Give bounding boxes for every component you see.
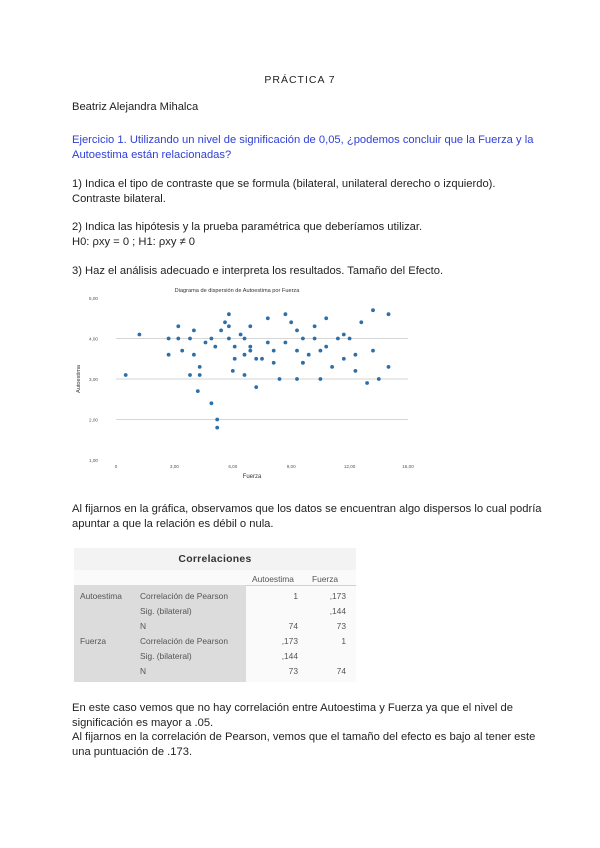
data-point: [243, 353, 247, 357]
data-point: [210, 401, 214, 405]
data-point: [295, 377, 299, 381]
x-tick-label: 12,00: [343, 464, 356, 469]
stat-label: Correlación de Pearson: [140, 636, 228, 646]
stat-label: N: [140, 666, 147, 676]
data-point: [295, 349, 299, 353]
data-point: [336, 337, 340, 341]
table-title: Correlaciones: [74, 548, 356, 570]
data-point: [198, 365, 202, 369]
data-point: [219, 329, 223, 333]
exercise-statement: Ejercicio 1. Utilizando un nivel de significación de 0,05, ¿podemos concluir que la Fuerza y la Autoestima están relacionadas?: [72, 134, 534, 161]
answer-1: Contraste bilateral.: [72, 192, 166, 205]
y-tick-labels: [89, 296, 98, 463]
data-point: [213, 345, 217, 349]
question-3-block: [72, 264, 542, 279]
data-point: [188, 337, 192, 341]
col-header-autoestima: Autoestima: [252, 574, 294, 584]
data-point: [192, 353, 196, 357]
data-point: [188, 373, 192, 377]
question-2: 2) Indica las hipótesis y la prueba paramétrica que deberíamos utilizar.: [72, 221, 423, 233]
data-point: [284, 341, 288, 345]
data-point: [377, 377, 381, 381]
value-cell: ,144: [329, 606, 346, 616]
data-point: [233, 345, 237, 349]
data-point: [371, 349, 375, 353]
data-point: [227, 337, 231, 341]
data-point: [301, 337, 305, 341]
data-point: [227, 324, 231, 328]
author-name: Beatriz Alejandra Mihalca: [72, 101, 199, 113]
data-point: [204, 341, 208, 345]
data-point: [266, 341, 270, 345]
data-point: [243, 337, 247, 341]
stat-label: Sig. (bilateral): [140, 606, 192, 616]
data-point: [210, 337, 214, 341]
data-point: [243, 373, 247, 377]
data-point: [319, 377, 323, 381]
data-point: [248, 345, 252, 349]
data-point: [295, 329, 299, 333]
value-cell: ,173: [329, 591, 346, 601]
x-axis-label: Fuerza: [242, 474, 262, 480]
data-point: [198, 373, 202, 377]
data-point: [180, 349, 184, 353]
data-point: [192, 329, 196, 333]
value-cell: 1: [293, 591, 298, 601]
table-divider: [246, 585, 356, 586]
x-tick-labels: [115, 464, 414, 469]
col-header-fuerza: Fuerza: [312, 574, 339, 584]
data-point: [272, 361, 276, 365]
chart-title: Diagrama de dispersión de Autoestima por Fuerza: [174, 288, 300, 294]
data-point: [167, 337, 171, 341]
data-point: [354, 353, 358, 357]
data-point: [324, 345, 328, 349]
data-point: [223, 320, 227, 324]
conclusion-block: [72, 701, 542, 759]
data-point: [124, 373, 128, 377]
data-point: [176, 324, 180, 328]
data-point: [260, 357, 264, 361]
data-point: [284, 312, 288, 316]
value-cell: 73: [336, 621, 346, 631]
data-point: [313, 324, 317, 328]
x-tick-label: 9,00: [286, 464, 296, 469]
x-tick-label: 15,00: [402, 464, 414, 469]
x-tick-label: 6,00: [228, 464, 238, 469]
row-var-fuerza: Fuerza: [80, 636, 107, 646]
data-point: [330, 365, 334, 369]
x-tick-label: 3,00: [169, 464, 179, 469]
answer-2: H0: ρxy = 0 ; H1: ρxy ≠ 0: [72, 235, 196, 248]
data-point: [371, 308, 375, 312]
y-tick-label: 3,00: [89, 377, 98, 382]
value-cell: ,173: [281, 636, 298, 646]
value-cell: 73: [288, 666, 298, 676]
data-point: [196, 389, 200, 393]
data-point: [324, 316, 328, 320]
data-point: [289, 320, 293, 324]
data-point: [354, 369, 358, 373]
scatter-plot: [72, 282, 412, 487]
data-point: [387, 365, 391, 369]
data-point: [227, 312, 231, 316]
value-cell: 1: [341, 636, 346, 646]
data-point: [266, 316, 270, 320]
question-1-block: [72, 177, 542, 206]
y-axis-label: Autoestima: [76, 365, 82, 393]
data-point: [233, 357, 237, 361]
data-point: [272, 349, 276, 353]
y-tick-label: 5,00: [89, 296, 98, 301]
data-point: [167, 353, 171, 357]
stat-label: N: [140, 621, 147, 631]
stat-label: Correlación de Pearson: [140, 591, 228, 601]
data-point: [313, 337, 317, 341]
data-point: [319, 349, 323, 353]
question-1: 1) Indica el tipo de contraste que se formula (bilateral, unilateral derecho o izquierdo).: [72, 178, 496, 190]
observation-text: Al fijarnos en la gráfica, observamos que los datos se encuentran algo dispersos lo cual podría apuntar a que la relación es débil o nula.: [72, 503, 542, 530]
data-point: [239, 333, 243, 337]
data-point: [215, 418, 219, 422]
y-tick-label: 1,00: [89, 458, 98, 463]
data-point: [138, 333, 142, 337]
value-cell: 74: [336, 666, 346, 676]
data-point: [359, 320, 363, 324]
data-point: [348, 337, 352, 341]
data-point: [248, 349, 252, 353]
data-point: [248, 324, 252, 328]
data-point: [342, 333, 346, 337]
x-tick-label: 0: [114, 464, 118, 469]
data-point: [254, 385, 258, 389]
data-point: [342, 357, 346, 361]
data-point: [176, 337, 180, 341]
value-cell: ,144: [281, 651, 298, 661]
data-point: [231, 369, 235, 373]
page-title: PRÁCTICA 7: [264, 74, 336, 86]
question-2-block: [72, 220, 542, 249]
question-3: 3) Haz el análisis adecuado e interpreta los resultados. Tamaño del Efecto.: [72, 265, 444, 277]
data-point: [254, 357, 258, 361]
y-tick-label: 4,00: [89, 336, 98, 342]
data-point: [387, 312, 391, 316]
row-var-autoestima: Autoestima: [80, 591, 122, 601]
data-point: [278, 377, 282, 381]
y-tick-label: 2,00: [89, 417, 98, 423]
data-point: [215, 426, 219, 430]
data-point: [301, 361, 305, 365]
conclusion-1: En este caso vemos que no hay correlación entre Autoestima y Fuerza ya que el nivel de significación es mayor a .05.: [72, 702, 513, 729]
value-cell: 74: [288, 621, 298, 631]
conclusion-2: Al fijarnos en la correlación de Pearson, vemos que el tamaño del efecto es bajo al tener este una puntuación de .173.: [72, 731, 536, 758]
correlations-table: [74, 548, 356, 682]
data-point: [307, 353, 311, 357]
stat-label: Sig. (bilateral): [140, 651, 192, 661]
data-point: [365, 381, 369, 385]
